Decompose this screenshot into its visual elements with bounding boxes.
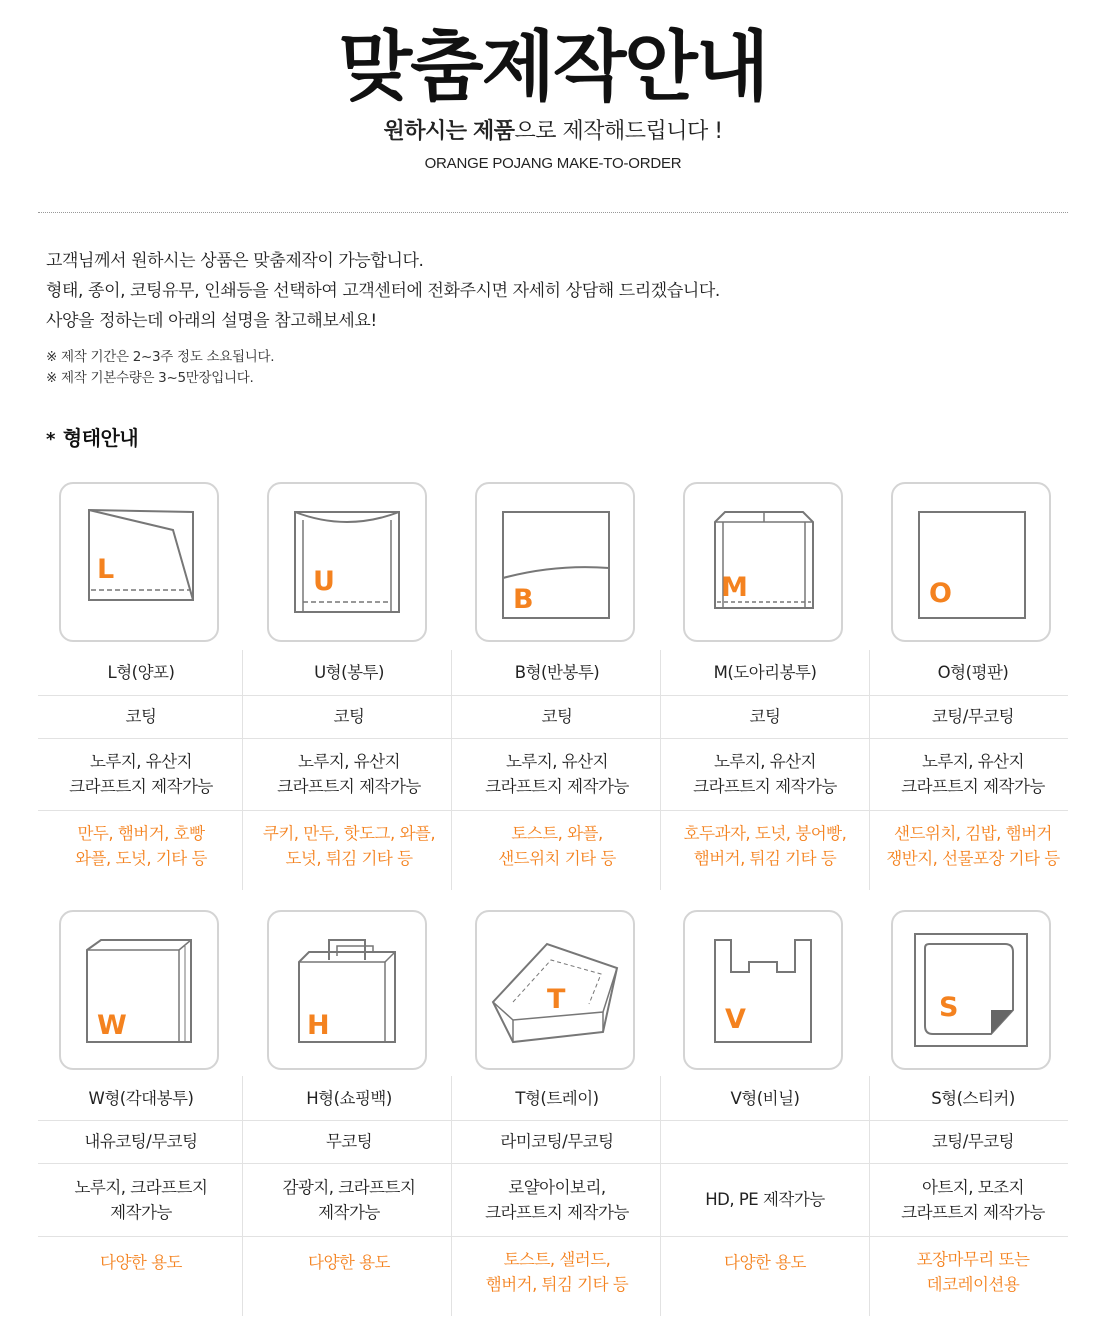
paper-line: 노루지, 유산지 bbox=[89, 752, 193, 771]
uses-line: 샌드위치, 김밥, 햄버거 bbox=[894, 824, 1052, 843]
uses-line: 햄버거, 튀김 기타 등 bbox=[693, 849, 837, 868]
type-letter: W bbox=[97, 1010, 127, 1041]
type-uses bbox=[870, 1236, 1076, 1308]
type-icon-box bbox=[59, 910, 219, 1070]
uses-line: 도넛, 튀김 기타 등 bbox=[285, 849, 413, 868]
type-name: S형(스티커) bbox=[931, 1088, 1015, 1108]
type-letter: M bbox=[721, 572, 748, 603]
type-letter: V bbox=[725, 1004, 746, 1035]
uses-line: 샌드위치 기타 등 bbox=[498, 849, 616, 868]
section-title-text: 형태안내 bbox=[62, 426, 139, 450]
uses-line: 토스트, 샐러드, bbox=[503, 1250, 611, 1269]
half-envelope-icon bbox=[477, 484, 633, 640]
type-uses bbox=[38, 1236, 244, 1288]
uses-line: 만두, 햄버거, 호빵 bbox=[77, 824, 205, 843]
intro-notes bbox=[46, 347, 1066, 389]
uses-line: 포장마무리 또는 bbox=[916, 1250, 1030, 1269]
type-uses bbox=[454, 1236, 660, 1308]
paper-line: 노루지, 유산지 bbox=[297, 752, 401, 771]
uses-line: 토스트, 와플, bbox=[511, 824, 603, 843]
type-paper bbox=[870, 1163, 1076, 1236]
star-icon: * bbox=[46, 429, 55, 450]
uses-line: 햄버거, 튀김 기타 등 bbox=[485, 1275, 629, 1294]
type-paper bbox=[38, 738, 244, 810]
paper-line: 노루지, 크라프트지 bbox=[74, 1177, 208, 1197]
type-paper bbox=[246, 738, 452, 810]
square-bottom-bag-icon bbox=[61, 912, 217, 1068]
envelope-bag-icon bbox=[269, 484, 425, 640]
paper-line: 노루지, 유산지 bbox=[921, 752, 1025, 771]
tray-icon bbox=[477, 912, 633, 1068]
uses-line: 쿠키, 만두, 핫도그, 와플, bbox=[262, 824, 436, 843]
type-letter: L bbox=[97, 554, 115, 585]
type-paper bbox=[246, 1163, 452, 1236]
type-letter: U bbox=[313, 566, 335, 597]
uses-line: 쟁반지, 선물포장 기타 등 bbox=[886, 849, 1060, 868]
col-divider bbox=[660, 1076, 661, 1316]
type-name: T형(트레이) bbox=[515, 1088, 599, 1108]
uses-line: 다양한 용도 bbox=[724, 1252, 806, 1272]
type-letter: T bbox=[547, 984, 566, 1015]
plastic-bag-icon bbox=[685, 912, 841, 1068]
type-letter: B bbox=[513, 584, 534, 615]
type-icon-box bbox=[683, 910, 843, 1070]
paper-line: 감광지, 크라프트지 bbox=[282, 1177, 416, 1197]
paper-line: 크라프트지 제작가능 bbox=[485, 1202, 629, 1222]
type-uses bbox=[454, 810, 660, 882]
col-divider bbox=[660, 650, 661, 890]
intro-line: 사양을 정하는데 아래의 설명을 참고해보세요! bbox=[46, 311, 377, 331]
subtitle-bold-1: 원하시는 bbox=[383, 119, 467, 144]
type-icon-box bbox=[891, 482, 1051, 642]
flat-sheet-icon bbox=[893, 484, 1049, 640]
type-coating: 코팅 bbox=[125, 707, 157, 726]
paper-line: 크라프트지 제작가능 bbox=[69, 777, 213, 796]
type-icon-box bbox=[267, 910, 427, 1070]
intro-text bbox=[46, 246, 1066, 336]
paper-line: 제작가능 bbox=[110, 1202, 172, 1222]
type-uses bbox=[662, 810, 868, 882]
type-uses bbox=[246, 1236, 452, 1288]
type-name: L형(양포) bbox=[107, 663, 175, 682]
uses-line: 다양한 용도 bbox=[100, 1252, 182, 1272]
type-icon-box bbox=[475, 482, 635, 642]
type-coating: 내유코팅/무코팅 bbox=[84, 1132, 198, 1151]
type-name: W형(각대봉투) bbox=[88, 1088, 194, 1108]
subtitle-bold-2: 제품 bbox=[472, 119, 515, 144]
type-letter: O bbox=[929, 578, 952, 609]
dotted-divider bbox=[38, 212, 1068, 213]
paper-line: 노루지, 유산지 bbox=[505, 752, 609, 771]
type-coating: 무코팅 bbox=[325, 1132, 373, 1151]
shopping-bag-icon bbox=[269, 912, 425, 1068]
subtitle-rest: 으로 제작해드립니다 ! bbox=[514, 119, 723, 144]
type-name: V형(비닐) bbox=[730, 1088, 800, 1108]
uses-line: 다양한 용도 bbox=[308, 1252, 390, 1272]
english-subtitle: ORANGE POJANG MAKE-TO-ORDER bbox=[424, 155, 682, 172]
sticker-icon bbox=[893, 912, 1049, 1068]
type-coating: 라미코팅/무코팅 bbox=[500, 1132, 614, 1151]
paper-line: 크라프트지 제작가능 bbox=[693, 777, 837, 796]
type-letter: H bbox=[307, 1010, 330, 1041]
page-title: 맞춤제작안내 bbox=[338, 22, 768, 111]
type-icon-box bbox=[891, 910, 1051, 1070]
paper-line: 크라프트지 제작가능 bbox=[901, 777, 1045, 796]
type-name: M(도아리봉투) bbox=[713, 663, 817, 682]
type-paper bbox=[454, 738, 660, 810]
paper-line: 로얄아이보리, bbox=[508, 1177, 606, 1197]
type-coating: 코팅 bbox=[333, 707, 365, 726]
type-uses bbox=[662, 1236, 868, 1288]
type-paper bbox=[662, 738, 868, 810]
type-paper bbox=[38, 1163, 244, 1236]
flat-pouch-icon bbox=[61, 484, 217, 640]
paper-line: 노루지, 유산지 bbox=[713, 752, 817, 771]
paper-line: HD, PE 제작가능 bbox=[705, 1190, 825, 1209]
type-icon-box bbox=[475, 910, 635, 1070]
type-coating: 코팅 bbox=[749, 707, 781, 726]
type-name: H형(쇼핑백) bbox=[306, 1088, 392, 1108]
page-subtitle bbox=[0, 114, 1106, 145]
paper-line: 크라프트지 제작가능 bbox=[485, 777, 629, 796]
intro-line: 고객님께서 원하시는 상품은 맞춤제작이 가능합니다. bbox=[46, 251, 424, 271]
uses-line: 와플, 도넛, 기타 등 bbox=[75, 849, 207, 868]
uses-line: 호두과자, 도넛, 붕어빵, bbox=[683, 824, 847, 843]
type-paper bbox=[454, 1163, 660, 1236]
section-title bbox=[46, 422, 138, 451]
paper-line: 크라프트지 제작가능 bbox=[901, 1202, 1045, 1222]
type-coating: 코팅/무코팅 bbox=[931, 707, 1015, 726]
type-icon-box bbox=[59, 482, 219, 642]
type-paper bbox=[870, 738, 1076, 810]
uses-line: 데코레이션용 bbox=[926, 1275, 1020, 1294]
type-uses bbox=[870, 810, 1076, 882]
type-uses bbox=[38, 810, 244, 882]
note-line: ※ 제작 기간은 2~3주 정도 소요됩니다. bbox=[46, 349, 275, 365]
type-letter: S bbox=[939, 992, 959, 1023]
intro-line: 형태, 종이, 코팅유무, 인쇄등을 선택하여 고객센터에 전화주시면 자세히 상담해 드리겠습니다. bbox=[46, 281, 720, 301]
type-coating: 코팅 bbox=[541, 707, 573, 726]
type-icon-box bbox=[683, 482, 843, 642]
type-name: B형(반봉투) bbox=[514, 663, 600, 682]
gusset-bag-icon bbox=[685, 484, 841, 640]
type-uses bbox=[246, 810, 452, 882]
paper-line: 크라프트지 제작가능 bbox=[277, 777, 421, 796]
note-line: ※ 제작 기본수량은 3~5만장입니다. bbox=[46, 370, 254, 386]
type-name: O형(평판) bbox=[937, 663, 1009, 682]
type-coating bbox=[662, 1120, 868, 1163]
paper-line: 아트지, 모조지 bbox=[921, 1177, 1025, 1197]
type-coating: 코팅/무코팅 bbox=[931, 1132, 1015, 1151]
paper-line: 제작가능 bbox=[318, 1202, 380, 1222]
type-name: U형(봉투) bbox=[314, 663, 384, 682]
type-icon-box bbox=[267, 482, 427, 642]
type-paper bbox=[662, 1163, 868, 1236]
